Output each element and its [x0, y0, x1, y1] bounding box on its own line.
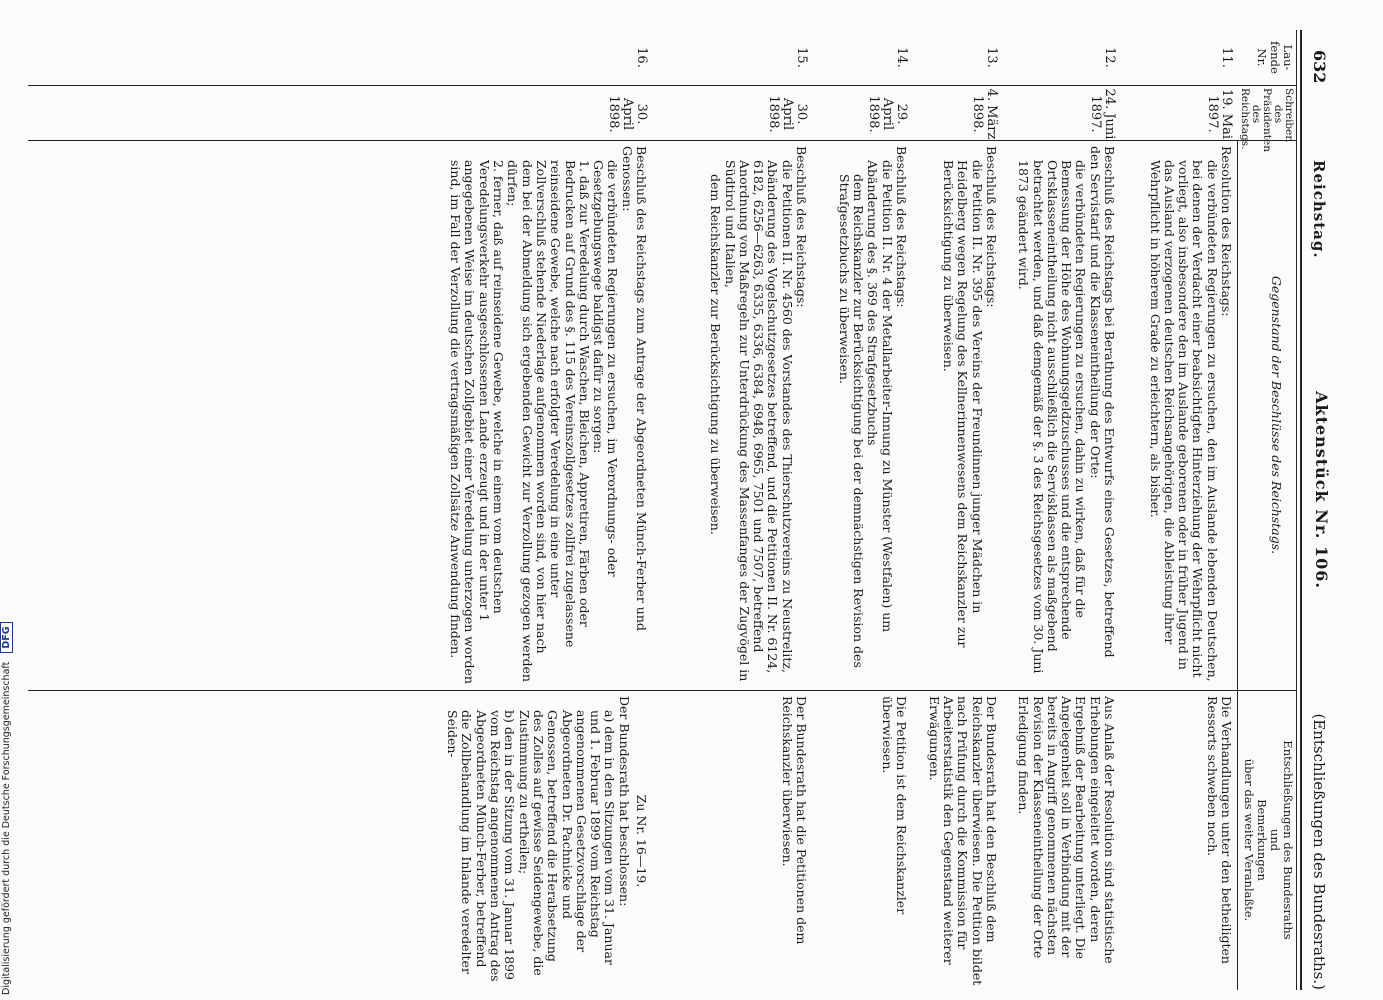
header-right: (Entschließungen des Bundesraths.): [1310, 713, 1328, 990]
row-15-subject-text: die Petitionen II. Nr. 4560 des Vorstandes des Thierschutzvereins zu Neustrelitz, Abänderung des Vogelschutzgesetzes betreffend, und die Petitionen II. Nr. 6124, 6182, 6256—6263, 6335, 6336, 6384, 6948, 6965, 7501 und 7507, betreffend Anordnung von Maßregeln zur Unterdrückung des Massenfanges der Zugvögel in Südtirol und Italien,: [722, 160, 795, 682]
footer-text: Digitalisierung gefördert durch die Deutsche Forschungsgemeinschaft: [1, 661, 12, 995]
row-14-subject-intro: Beschluß des Reichstags:: [894, 146, 909, 308]
row-11-subject-intro: Resolution des Reichstags:: [1219, 146, 1234, 317]
row-15-subject: [708, 146, 808, 684]
row-12-subject: [1016, 146, 1116, 684]
row-16-subject-text: die verbündeten Regierungen zu ersuchen, im Verordnungs- oder Gesetzgebungswege baldigst dafür zu sorgen:: [591, 160, 621, 577]
row-12-subject-text: die verbündeten Regierungen zu ersuchen, dahin zu wirken, daß für die Bemessung der Höhe des Wohnungsgeldzuschusses und die entsprechende Ortsklasseneintheilung nicht ausschließlich die Servisklassen als maßgebend betrachtet werden, und daß demgemäß der §. 3 des Reichsgesetzes vom 30. Juni 1873 geändert wird.: [1016, 160, 1089, 674]
row-12-date: 24. Juni 1897.: [1088, 88, 1117, 140]
column-header-date: Schreiben des Präsidenten des Reichstags.: [1239, 88, 1295, 152]
row-15-subject-text-2: dem Reichskanzler zur Berücksichtigung zu überweisen.: [708, 174, 724, 535]
row-12-decision: Aus Anlaß der Resolution sind statistische Erhebungen eingeleitet worden, deren Ergebniß der Bearbeitung unterliegt. Die Angelegenheit soll in Verbindung mit der bereits in Angriff genommenen nächsten Revision der Klasseneintheilung der Orte Erledigung finden.: [1016, 696, 1117, 964]
rotated-document-page: [28, 10, 1331, 990]
row-14-date: 29. April 1898.: [866, 95, 909, 133]
row-13-date: 4. März 1898.: [970, 88, 999, 140]
row-11-no: 11.: [1219, 47, 1234, 68]
row-15-decision: Der Bundesrath hat die Petitionen dem Reichskanzler überwiesen.: [779, 696, 809, 945]
row-12-no: 12.: [1102, 47, 1117, 68]
row-16-decision-item-a: a) dem in den Sitzungen vom 31. Januar und 1. Februar 1899 vom Reichstag angenommenen Gesetzvorschlage der Abgeordneten Dr. Pachnicke und Genossen, betreffend die Herabsetzung des Zolles auf gewisse Seidengewebe, die Zustimmung zu ertheilen;: [516, 710, 618, 976]
col-rule-2: [28, 140, 1297, 141]
row-16-date: 30. April 1898.: [606, 95, 649, 133]
row-14-subject: [837, 146, 908, 684]
row-14-no: 14.: [894, 47, 909, 68]
row-14-subject-text-2: dem Reichskanzler zur Berücksichtigung bei der demnächstigen Revision des Strafgesetzbuchs zu überweisen.: [836, 174, 867, 668]
table-top-rule: [1300, 30, 1302, 990]
row-15-subject-intro: Beschluß des Reichstags:: [794, 146, 809, 308]
row-16-subject: [448, 146, 648, 684]
row-13-no: 13.: [984, 47, 999, 68]
row-13-subject-text: die Petition II. Nr. 395 des Vereins der Freundinnen junger Mädchen in Heidelberg wegen Regelung des Kellnerinnenwesens dem Reichskanzler zur Berücksichtigung zu überweisen.: [941, 160, 985, 648]
row-16-decision-heading: Zu Nr. 16—19.: [634, 794, 649, 888]
row-15-date: 30. April 1898.: [766, 95, 809, 133]
table-top-rule-thin: [1296, 30, 1297, 990]
row-12-subject-intro: Beschluß des Reichstags bei Berathung des Entwurfs eines Gesetzes, betreffend den Servistarif und die Klasseneintheilung der Orte:: [1087, 146, 1117, 658]
row-11-subject-text: die verbündeten Regierungen zu ersuchen, den im Auslande lebenden Deutschen, bei denen der Verdacht einer beabsichtigten Hinterziehung der Wehrpflicht nicht vorliegt, also insbesondere den im Auslande geborenen oder in früher Jugend in das Ausland verzogenen deutschen Reichsangehörigen, die Ableistung ihrer Wehrpflicht in höherem Grade zu erleichtern, als bisher.: [1147, 160, 1220, 682]
column-header-no: Lau- fende Nr.: [1255, 41, 1295, 74]
header-middle: Aktenstück Nr. 106.: [1312, 391, 1331, 589]
row-16-subject-intro: Beschluß des Reichstags zum Antrage der Abgeordneten Münch-Ferber und Genossen:: [619, 146, 649, 631]
footer: [0, 0, 14, 995]
row-16-decision-intro: Der Bundesrath hat beschlossen:: [616, 696, 632, 907]
row-16-subject-item-2: 2. ferner, daß auf reinseidene Gewebe, welche in einem vom deutschen Veredelungsverkehr ausgeschlossenen Lande erzeugt und in der unter 1 angegebenen Weise im deutschen Zollgebiet einer Veredelung unterzogen worden sind, im Fall der Verzollung die vertragsmäßigen Zollsätze Anwendung finden.: [448, 160, 507, 684]
col-rule-1: [28, 85, 1297, 86]
page-number: 632: [1310, 50, 1329, 84]
row-15-no: 15.: [794, 47, 809, 68]
row-13-subject: [941, 146, 998, 684]
dfg-logo: DFG: [0, 622, 13, 652]
row-16-decision: [445, 696, 648, 986]
row-11-subject: [1147, 146, 1233, 684]
row-13-subject-intro: Beschluß des Reichstags:: [984, 146, 999, 308]
row-11-date: 19. Mai 1897.: [1205, 88, 1234, 140]
col-rule-3: [28, 690, 1297, 691]
header-bottom-rule: [1237, 140, 1238, 990]
row-13-decision: Der Bundesrath hat den Beschluß dem Reichskanzler überwiesen. Die Petition bildet nach Prüfung durch die Kommission für Arbeiterstatistik den Gegenstand weiterer Erwägungen.: [926, 696, 999, 986]
column-header-subject: Gegenstand der Beschlüsse des Reichstags.: [1269, 275, 1284, 555]
column-header-decision: Entschließungen des Bundesraths und Bemerkungen über das weiter Veranlaßte.: [1242, 740, 1295, 940]
row-11-decision: Die Verhandlungen unter den betheiligten Ressorts schweben noch.: [1204, 696, 1234, 964]
row-16-decision-item-b: b) den in der Sitzung vom 31. Januar 1899 vom Reichstag angenommenen Antrag des Abgeordneten Münch-Ferber, betreffend die Zollbehandlung im Inlande veredelter Seiden-: [445, 710, 518, 982]
row-14-decision: Die Petition ist dem Reichskanzler überwiesen.: [879, 696, 909, 915]
row-16-no: 16.: [634, 47, 649, 68]
header-left: Reichstag.: [1310, 160, 1328, 259]
row-16-subject-item-1: 1. daß zur Veredelung durch Waschen, Bleichen, Appretiren, Färben oder Bedrucken auf Grund des §. 115 des Vereinszollgesetzes zollfrei zugelassene reinseidene Gewebe, welche nach erfolgter Veredelung in eine unter Zollverschluß stehende Niederlage aufgenommen worden sind, von hier nach dem bei der Abmeldung sich ergebenden Gewicht zur Verzollung gezogen werden dürfen;: [505, 160, 592, 682]
row-14-subject-text: die Petition II. Nr. 4 der Metallarbeiter-Innung zu Münster (Westfalen) um Abänderung des §. 369 des Strafgesetzbuchs: [865, 160, 895, 633]
